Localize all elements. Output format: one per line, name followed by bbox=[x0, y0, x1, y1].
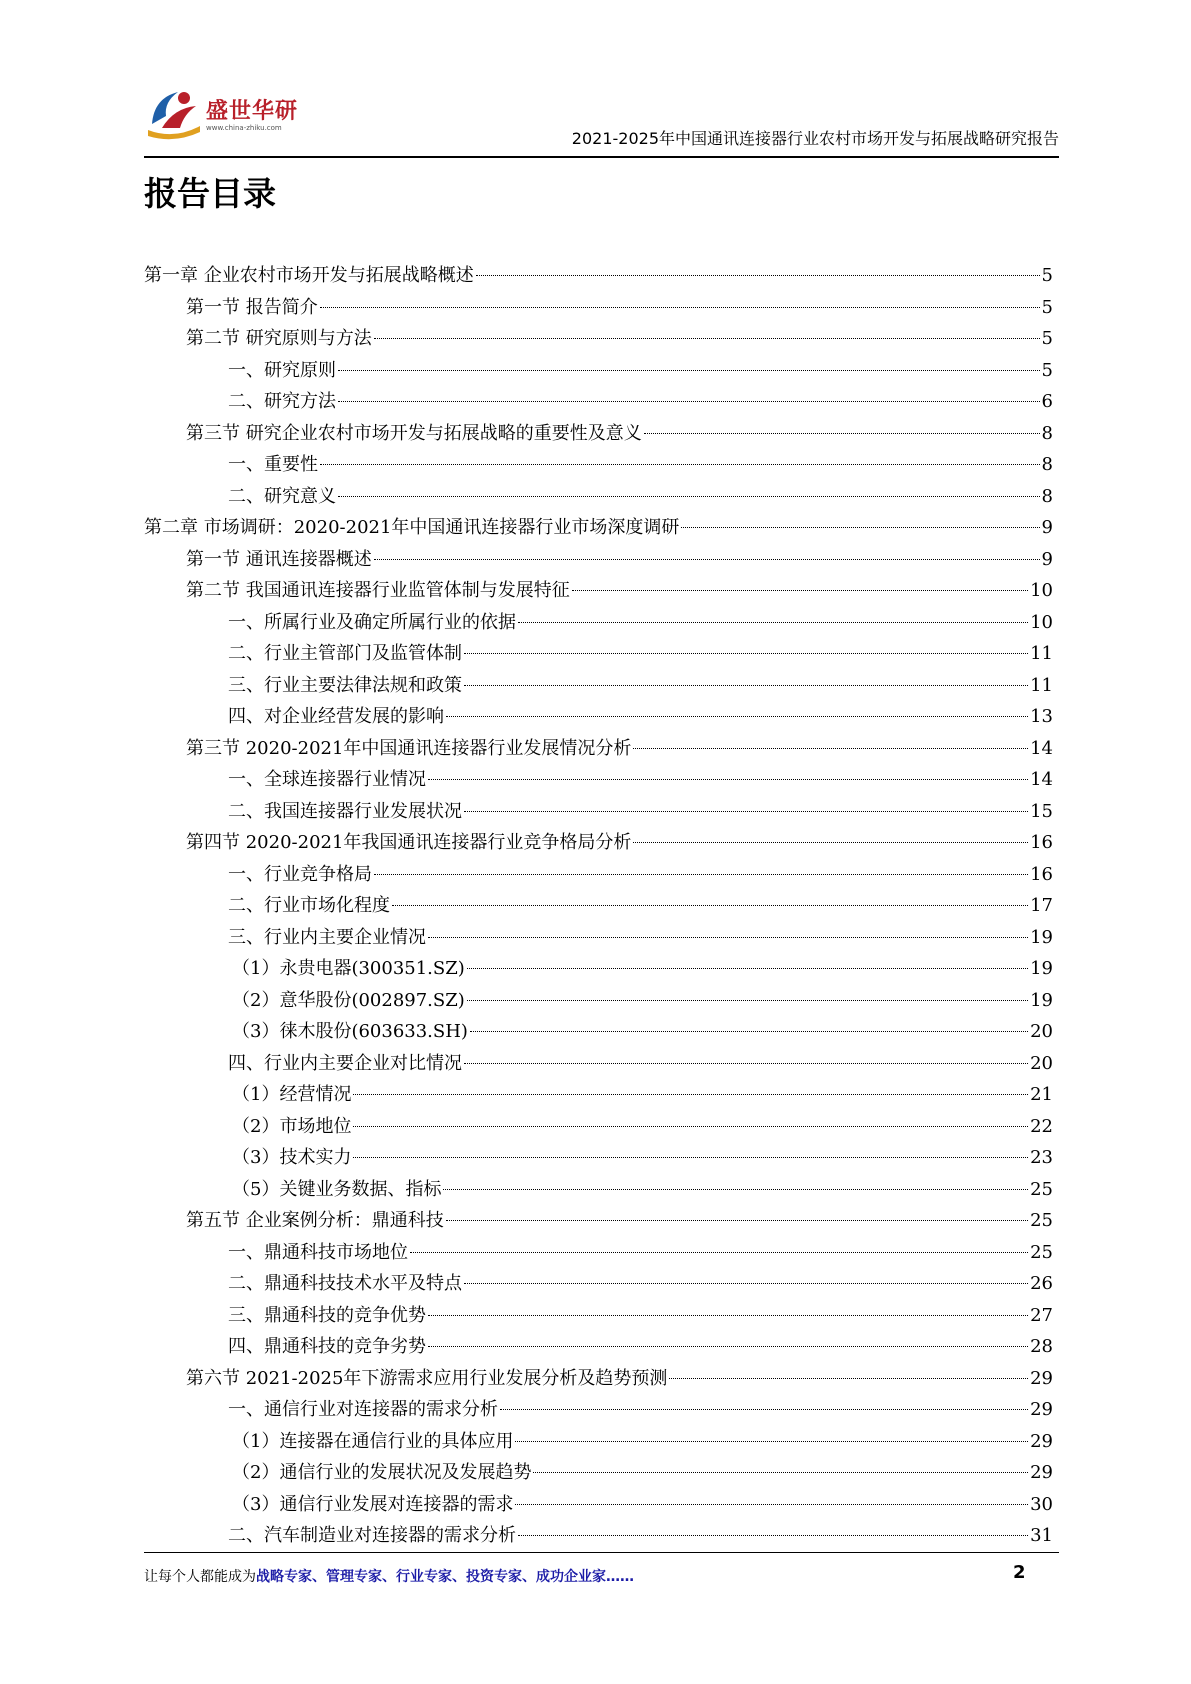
toc-dot-leader bbox=[518, 622, 1028, 623]
toc-entry-label: 二、研究意义 bbox=[228, 485, 336, 507]
toc-entry-page: 5 bbox=[1041, 328, 1053, 349]
toc-entry[interactable] bbox=[144, 1489, 1053, 1521]
toc-entry-page: 8 bbox=[1041, 485, 1053, 507]
toc-entry[interactable] bbox=[144, 1111, 1053, 1143]
toc-entry[interactable] bbox=[144, 260, 1053, 292]
toc-entry-label: 一、全球连接器行业情况 bbox=[228, 769, 426, 790]
toc-dot-leader bbox=[518, 1535, 1028, 1536]
toc-entry-page: 9 bbox=[1041, 548, 1053, 570]
toc-dot-leader bbox=[464, 685, 1028, 686]
toc-dot-leader bbox=[515, 1441, 1028, 1442]
toc-entry-label: 第二节 我国通讯连接器行业监管体制与发展特征 bbox=[186, 580, 570, 601]
toc-dot-leader bbox=[446, 716, 1028, 717]
toc-entry-label: 第六节 2021-2025年下游需求应用行业发展分析及趋势预测 bbox=[186, 1367, 668, 1389]
toc-entry-page: 14 bbox=[1030, 769, 1053, 790]
toc-entry-label: （1）连接器在通信行业的具体应用 bbox=[232, 1430, 514, 1452]
toc-entry[interactable] bbox=[144, 859, 1053, 891]
toc-entry-page: 30 bbox=[1030, 1493, 1053, 1515]
toc-entry-page: 10 bbox=[1030, 580, 1053, 601]
toc-entry-label: 一、通信行业对连接器的需求分析 bbox=[228, 1399, 498, 1420]
toc-dot-leader bbox=[338, 496, 1040, 497]
toc-entry-page: 29 bbox=[1030, 1462, 1053, 1483]
toc-entry[interactable] bbox=[144, 1268, 1053, 1300]
toc-entry-label: 二、我国连接器行业发展状况 bbox=[228, 800, 462, 822]
page-number: 2 bbox=[1013, 1562, 1026, 1583]
toc-entry-label: （2）通信行业的发展状况及发展趋势 bbox=[232, 1462, 532, 1483]
toc-dot-leader bbox=[392, 905, 1028, 906]
toc-entry-label: （2）意华股份(002897.SZ) bbox=[232, 989, 465, 1011]
toc-entry-page: 21 bbox=[1030, 1084, 1053, 1105]
toc-dot-leader bbox=[410, 1252, 1028, 1253]
toc-dot-leader bbox=[374, 874, 1028, 875]
toc-dot-leader bbox=[353, 1094, 1028, 1095]
toc-entry-label: （1）永贵电器(300351.SZ) bbox=[232, 958, 465, 979]
toc-entry-label: 二、行业主管部门及监管体制 bbox=[228, 643, 462, 664]
toc-entry-label: （3）技术实力 bbox=[232, 1147, 352, 1168]
toc-entry-page: 13 bbox=[1030, 706, 1053, 727]
toc-entry[interactable] bbox=[144, 985, 1053, 1017]
toc-entry-label: 二、研究方法 bbox=[228, 391, 336, 412]
toc-dot-leader bbox=[572, 590, 1028, 591]
toc-entry-label: （3）徕木股份(603633.SH) bbox=[232, 1021, 468, 1042]
toc-entry-page: 28 bbox=[1030, 1336, 1053, 1357]
toc-entry-page: 29 bbox=[1030, 1430, 1053, 1452]
toc-entry[interactable] bbox=[144, 512, 1053, 544]
toc-entry-label: 第一节 通讯连接器概述 bbox=[186, 548, 372, 570]
toc-entry-label: 第二节 研究原则与方法 bbox=[186, 328, 372, 349]
toc-entry[interactable] bbox=[144, 418, 1053, 450]
toc-dot-leader bbox=[467, 968, 1028, 969]
toc-dot-leader bbox=[374, 559, 1040, 560]
toc-entry-label: （2）市场地位 bbox=[232, 1115, 352, 1137]
toc-dot-leader bbox=[320, 464, 1040, 465]
toc-entry-page: 29 bbox=[1030, 1399, 1053, 1420]
toc-dot-leader bbox=[681, 527, 1039, 528]
toc-entry-page: 11 bbox=[1030, 643, 1053, 664]
toc-entry[interactable] bbox=[144, 670, 1053, 702]
toc-dot-leader bbox=[644, 433, 1040, 434]
toc-entry-page: 23 bbox=[1030, 1147, 1053, 1168]
toc-entry-label: 二、行业市场化程度 bbox=[228, 895, 390, 916]
toc-entry-page: 8 bbox=[1041, 422, 1053, 444]
toc-entry[interactable] bbox=[144, 1457, 1053, 1489]
toc-entry-page: 19 bbox=[1030, 926, 1053, 948]
toc-entry-label: 三、行业主要法律法规和政策 bbox=[228, 674, 462, 696]
toc-entry-label: 第三节 研究企业农村市场开发与拓展战略的重要性及意义 bbox=[186, 422, 642, 444]
toc-entry-label: （3）通信行业发展对连接器的需求 bbox=[232, 1493, 514, 1515]
toc-entry-page: 10 bbox=[1030, 611, 1053, 633]
toc-entry-page: 19 bbox=[1030, 958, 1053, 979]
toc-entry[interactable] bbox=[144, 1016, 1053, 1048]
toc-entry-page: 20 bbox=[1030, 1021, 1053, 1042]
toc-dot-leader bbox=[446, 1220, 1028, 1221]
toc-entry-page: 26 bbox=[1030, 1273, 1053, 1294]
toc-entry-page: 19 bbox=[1030, 989, 1053, 1011]
toc-entry-page: 5 bbox=[1041, 265, 1053, 286]
toc-dot-leader bbox=[428, 779, 1028, 780]
toc-dot-leader bbox=[464, 1063, 1028, 1064]
toc-entry-page: 6 bbox=[1041, 391, 1053, 412]
footer-slogan bbox=[144, 1566, 634, 1586]
toc-entry-page: 27 bbox=[1030, 1304, 1053, 1326]
toc-entry[interactable] bbox=[144, 1174, 1053, 1206]
toc-entry-label: 四、鼎通科技的竞争劣势 bbox=[228, 1336, 426, 1357]
toc-entry-page: 14 bbox=[1030, 737, 1053, 759]
toc-entry-page: 15 bbox=[1030, 800, 1053, 822]
toc-dot-leader bbox=[338, 401, 1040, 402]
toc-entry-page: 5 bbox=[1041, 359, 1053, 381]
toc-dot-leader bbox=[443, 1189, 1028, 1190]
toc-entry-page: 29 bbox=[1030, 1367, 1053, 1389]
toc-entry-label: 二、鼎通科技技术水平及特点 bbox=[228, 1273, 462, 1294]
toc-dot-leader bbox=[428, 937, 1028, 938]
toc-entry[interactable] bbox=[144, 733, 1053, 765]
toc-dot-leader bbox=[464, 1283, 1028, 1284]
toc-dot-leader bbox=[428, 1346, 1028, 1347]
toc-dot-leader bbox=[428, 1315, 1028, 1316]
page-title: 报告目录 bbox=[144, 174, 276, 213]
report-title: 2021-2025年中国通讯连接器行业农村市场开发与拓展战略研究报告 bbox=[571, 129, 1059, 148]
toc-entry-page: 5 bbox=[1041, 296, 1053, 318]
company-logo bbox=[144, 84, 324, 154]
toc-dot-leader bbox=[500, 1409, 1028, 1410]
toc-entry[interactable] bbox=[144, 1426, 1053, 1458]
toc-entry-label: 一、鼎通科技市场地位 bbox=[228, 1241, 408, 1263]
toc-entry-page: 31 bbox=[1030, 1525, 1053, 1546]
toc-dot-leader bbox=[633, 748, 1028, 749]
toc-dot-leader bbox=[515, 1504, 1028, 1505]
toc-dot-leader bbox=[353, 1157, 1028, 1158]
footer-slogan-prefix: 让每个人都能成为 bbox=[144, 1569, 256, 1585]
toc-entry[interactable] bbox=[144, 607, 1053, 639]
toc-entry[interactable] bbox=[144, 953, 1053, 985]
toc-entry-label: （1）经营情况 bbox=[232, 1084, 352, 1105]
toc-entry-page: 20 bbox=[1030, 1052, 1053, 1074]
toc-entry[interactable] bbox=[144, 544, 1053, 576]
toc-entry-label: 三、行业内主要企业情况 bbox=[228, 926, 426, 948]
toc-entry-label: 一、研究原则 bbox=[228, 359, 336, 381]
toc-entry-label: 第一章 企业农村市场开发与拓展战略概述 bbox=[144, 265, 474, 286]
toc-entry-page: 22 bbox=[1030, 1115, 1053, 1137]
logo-text: 盛世华研 bbox=[206, 99, 299, 124]
toc-entry-label: 第三节 2020-2021年中国通讯连接器行业发展情况分析 bbox=[186, 737, 632, 759]
toc-entry[interactable] bbox=[144, 1048, 1053, 1080]
toc-dot-leader bbox=[464, 653, 1028, 654]
toc-entry[interactable] bbox=[144, 764, 1053, 796]
toc-dot-leader bbox=[476, 275, 1040, 276]
toc-dot-leader bbox=[533, 1472, 1028, 1473]
table-of-contents bbox=[144, 260, 1053, 1552]
toc-entry[interactable] bbox=[144, 890, 1053, 922]
toc-entry[interactable] bbox=[144, 638, 1053, 670]
toc-entry[interactable] bbox=[144, 386, 1053, 418]
toc-entry[interactable] bbox=[144, 1520, 1053, 1552]
toc-entry-page: 16 bbox=[1030, 863, 1053, 885]
toc-entry-label: 一、所属行业及确定所属行业的依据 bbox=[228, 611, 516, 633]
toc-entry[interactable] bbox=[144, 827, 1053, 859]
toc-dot-leader bbox=[338, 370, 1040, 371]
toc-entry[interactable] bbox=[144, 449, 1053, 481]
toc-entry[interactable] bbox=[144, 355, 1053, 387]
toc-entry-label: 一、重要性 bbox=[228, 454, 318, 475]
toc-dot-leader bbox=[320, 307, 1040, 308]
toc-entry[interactable] bbox=[144, 1237, 1053, 1269]
toc-entry[interactable] bbox=[144, 1331, 1053, 1363]
toc-dot-leader bbox=[374, 338, 1040, 339]
logo-emblem-icon bbox=[144, 84, 204, 144]
toc-entry-page: 11 bbox=[1030, 674, 1053, 696]
toc-entry-label: 四、行业内主要企业对比情况 bbox=[228, 1052, 462, 1074]
toc-entry-label: 二、汽车制造业对连接器的需求分析 bbox=[228, 1525, 516, 1546]
toc-entry[interactable] bbox=[144, 796, 1053, 828]
toc-dot-leader bbox=[470, 1031, 1028, 1032]
footer-divider bbox=[144, 1552, 1059, 1553]
toc-entry[interactable] bbox=[144, 1300, 1053, 1332]
toc-entry-label: 第一节 报告简介 bbox=[186, 296, 318, 318]
toc-dot-leader bbox=[633, 842, 1028, 843]
toc-entry-label: 三、鼎通科技的竞争优势 bbox=[228, 1304, 426, 1326]
toc-entry[interactable] bbox=[144, 481, 1053, 513]
toc-entry[interactable] bbox=[144, 323, 1053, 355]
toc-dot-leader bbox=[464, 811, 1028, 812]
toc-dot-leader bbox=[467, 1000, 1028, 1001]
page-header bbox=[144, 74, 1059, 158]
toc-entry[interactable] bbox=[144, 1142, 1053, 1174]
toc-entry[interactable] bbox=[144, 575, 1053, 607]
header-divider bbox=[144, 156, 1059, 158]
toc-entry[interactable] bbox=[144, 1079, 1053, 1111]
footer-slogan-highlight: 战略专家、管理专家、行业专家、投资专家、成功企业家…… bbox=[256, 1569, 634, 1585]
toc-entry-label: 一、行业竞争格局 bbox=[228, 863, 372, 885]
toc-entry[interactable] bbox=[144, 1394, 1053, 1426]
toc-entry-label: 四、对企业经营发展的影响 bbox=[228, 706, 444, 727]
toc-dot-leader bbox=[669, 1378, 1028, 1379]
toc-entry-page: 25 bbox=[1030, 1210, 1053, 1231]
toc-entry[interactable] bbox=[144, 1363, 1053, 1395]
toc-entry-page: 9 bbox=[1041, 517, 1053, 538]
toc-entry-page: 16 bbox=[1030, 832, 1053, 853]
toc-entry[interactable] bbox=[144, 1205, 1053, 1237]
toc-dot-leader bbox=[353, 1126, 1028, 1127]
toc-entry-label: 第四节 2020-2021年我国通讯连接器行业竞争格局分析 bbox=[186, 832, 632, 853]
toc-entry-label: 第五节 企业案例分析：鼎通科技 bbox=[186, 1210, 444, 1231]
toc-entry[interactable] bbox=[144, 701, 1053, 733]
logo-url: www.china-zhiku.com bbox=[206, 124, 282, 132]
toc-entry[interactable] bbox=[144, 292, 1053, 324]
toc-entry-page: 17 bbox=[1030, 895, 1053, 916]
toc-entry-label: （5）关键业务数据、指标 bbox=[232, 1178, 442, 1200]
toc-entry-label: 第二章 市场调研：2020-2021年中国通讯连接器行业市场深度调研 bbox=[144, 517, 680, 538]
toc-entry-page: 8 bbox=[1041, 454, 1053, 475]
toc-entry[interactable] bbox=[144, 922, 1053, 954]
toc-entry-page: 25 bbox=[1030, 1241, 1053, 1263]
toc-entry-page: 25 bbox=[1030, 1178, 1053, 1200]
